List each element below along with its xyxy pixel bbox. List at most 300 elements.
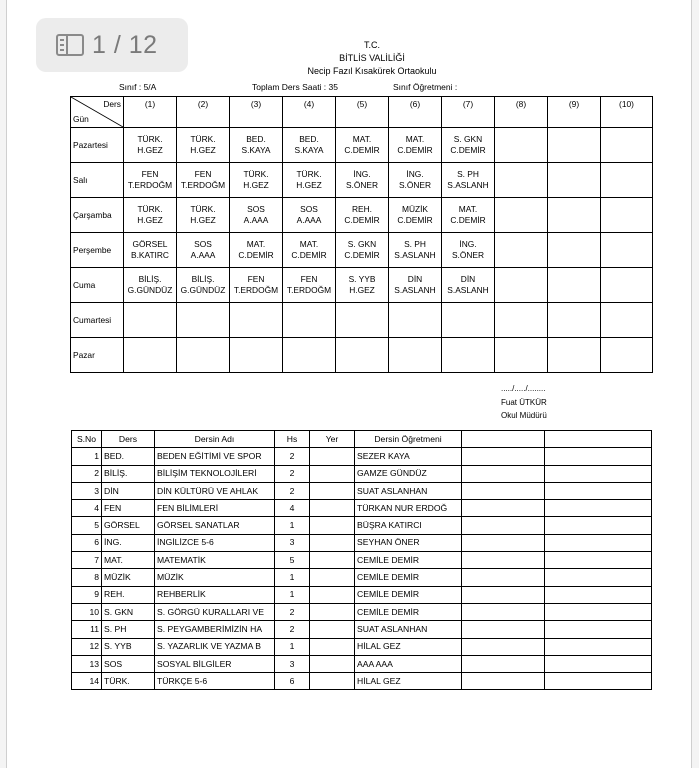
lesson-teacher: S.ASLANH xyxy=(447,285,489,295)
lesson-teacher: H.GEZ xyxy=(296,180,322,190)
total-hours-label: Toplam Ders Saati : 35 xyxy=(252,82,338,92)
lesson-cell xyxy=(124,198,177,233)
course-cell: 6 xyxy=(72,534,102,551)
lesson-teacher: H.GEZ xyxy=(190,215,216,225)
lesson-code: TÜRK. xyxy=(190,204,216,214)
lesson-cell xyxy=(389,128,442,163)
lesson-cell xyxy=(230,338,283,373)
course-cell xyxy=(545,638,652,655)
course-cell: İNG. xyxy=(102,534,155,551)
lesson-cell xyxy=(442,268,495,303)
corner-ders-label: Ders xyxy=(103,99,121,109)
course-cell: 10 xyxy=(72,603,102,620)
course-cell: REHBERLİK xyxy=(155,586,275,603)
lesson-cell xyxy=(495,268,548,303)
course-row xyxy=(72,482,652,499)
lesson-teacher: C.DEMİR xyxy=(397,145,433,155)
lesson-cell xyxy=(442,233,495,268)
course-cell: 2 xyxy=(275,621,310,638)
lesson-cell xyxy=(283,163,336,198)
lesson-code: FEN xyxy=(194,169,212,179)
period-header: (5) xyxy=(336,97,389,128)
lesson-code: S. PH xyxy=(404,239,426,249)
course-list-header: S.No xyxy=(72,431,102,448)
sidebar-toggle-icon[interactable] xyxy=(56,34,84,56)
course-cell: 1 xyxy=(275,586,310,603)
lesson-cell xyxy=(283,303,336,338)
course-cell: BİLİŞİM TEKNOLOJİLERİ xyxy=(155,465,275,482)
course-cell: 3 xyxy=(275,655,310,672)
course-cell: 3 xyxy=(275,534,310,551)
lesson-code: BİLİŞ. xyxy=(138,274,162,284)
course-cell: 2 xyxy=(72,465,102,482)
course-cell: S. YYB xyxy=(102,638,155,655)
lesson-cell xyxy=(601,338,653,373)
lesson-cell xyxy=(336,128,389,163)
lesson-cell xyxy=(177,198,230,233)
course-cell: 13 xyxy=(72,655,102,672)
course-cell: 1 xyxy=(275,638,310,655)
lesson-cell xyxy=(230,268,283,303)
lesson-cell xyxy=(601,163,653,198)
course-cell: BED. xyxy=(102,448,155,465)
course-cell: 2 xyxy=(275,448,310,465)
lesson-teacher: G.GÜNDÜZ xyxy=(127,285,173,295)
course-cell: SEZER KAYA xyxy=(355,448,462,465)
lesson-cell xyxy=(442,198,495,233)
lesson-code: TÜRK. xyxy=(137,134,163,144)
lesson-teacher: H.GEZ xyxy=(349,285,375,295)
course-cell: FEN xyxy=(102,500,155,517)
period-header: (8) xyxy=(495,97,548,128)
timetable-row xyxy=(71,233,653,268)
lesson-teacher: A.AAA xyxy=(190,250,216,260)
course-cell: SOS xyxy=(102,655,155,672)
course-cell xyxy=(545,500,652,517)
course-cell xyxy=(462,621,545,638)
course-row xyxy=(72,448,652,465)
lesson-code: FEN xyxy=(247,274,265,284)
lesson-cell xyxy=(177,303,230,338)
course-cell: 3 xyxy=(72,482,102,499)
lesson-cell xyxy=(442,163,495,198)
lesson-cell xyxy=(177,163,230,198)
lesson-cell xyxy=(389,268,442,303)
course-cell: REH. xyxy=(102,586,155,603)
course-cell: FEN BİLİMLERİ xyxy=(155,500,275,517)
corner-gun-label: Gün xyxy=(73,114,89,124)
course-cell: BEDEN EĞİTİMİ VE SPOR xyxy=(155,448,275,465)
lesson-teacher: H.GEZ xyxy=(137,145,163,155)
lesson-cell xyxy=(124,338,177,373)
lesson-cell xyxy=(548,268,601,303)
course-cell xyxy=(545,517,652,534)
course-cell: GÖRSEL xyxy=(102,517,155,534)
lesson-teacher: A.AAA xyxy=(296,215,322,225)
day-label: Perşembe xyxy=(71,233,124,268)
timetable-corner xyxy=(71,97,124,128)
lesson-cell xyxy=(230,198,283,233)
course-cell: CEMİLE DEMİR xyxy=(355,603,462,620)
course-cell xyxy=(462,465,545,482)
period-header: (6) xyxy=(389,97,442,128)
lesson-teacher: S.ASLANH xyxy=(394,250,436,260)
course-cell: MATEMATİK xyxy=(155,552,275,569)
lesson-cell xyxy=(601,128,653,163)
lesson-teacher: C.DEMİR xyxy=(344,250,380,260)
course-row xyxy=(72,500,652,517)
course-cell xyxy=(462,517,545,534)
class-label: Sınıf : 5/A xyxy=(119,82,157,92)
lesson-code: SOS xyxy=(194,239,212,249)
lesson-code: S. PH xyxy=(457,169,479,179)
timetable-row xyxy=(71,163,653,198)
lesson-cell xyxy=(124,268,177,303)
lesson-cell xyxy=(283,338,336,373)
lesson-teacher: C.DEMİR xyxy=(291,250,327,260)
lesson-code: BİLİŞ. xyxy=(191,274,215,284)
course-row xyxy=(72,638,652,655)
course-cell xyxy=(462,448,545,465)
lesson-cell xyxy=(230,128,283,163)
course-cell: SUAT ASLANHAN xyxy=(355,482,462,499)
lesson-teacher: T.ERDOĞM xyxy=(180,180,226,190)
course-row xyxy=(72,465,652,482)
course-cell: SUAT ASLANHAN xyxy=(355,621,462,638)
lesson-code: SOS xyxy=(300,204,318,214)
course-cell xyxy=(462,500,545,517)
period-header: (9) xyxy=(548,97,601,128)
lesson-cell xyxy=(442,338,495,373)
lesson-code: MAT. xyxy=(246,239,266,249)
course-cell: CEMİLE DEMİR xyxy=(355,552,462,569)
lesson-code: S. YYB xyxy=(348,274,376,284)
lesson-code: MÜZİK xyxy=(401,204,429,214)
course-cell xyxy=(310,569,355,586)
course-cell: MÜZİK xyxy=(155,569,275,586)
course-cell xyxy=(545,534,652,551)
lesson-code: TÜRK. xyxy=(190,134,216,144)
lesson-teacher: C.DEMİR xyxy=(397,215,433,225)
lesson-cell xyxy=(389,233,442,268)
lesson-cell xyxy=(495,128,548,163)
day-label: Pazar xyxy=(71,338,124,373)
course-cell xyxy=(462,655,545,672)
course-cell: 5 xyxy=(72,517,102,534)
lesson-code: REH. xyxy=(351,204,372,214)
lesson-code: TÜRK. xyxy=(243,169,269,179)
course-list-header: Dersin Öğretmeni xyxy=(355,431,462,448)
course-cell: 4 xyxy=(72,500,102,517)
lesson-cell xyxy=(124,163,177,198)
lesson-teacher: S.ÖNER xyxy=(451,250,485,260)
lesson-code: S. GKN xyxy=(347,239,377,249)
course-cell xyxy=(310,500,355,517)
lesson-teacher: G.GÜNDÜZ xyxy=(180,285,226,295)
course-cell xyxy=(462,673,545,690)
course-list-header: Hs xyxy=(275,431,310,448)
course-cell xyxy=(462,638,545,655)
page-indicator[interactable] xyxy=(36,18,188,72)
course-row xyxy=(72,655,652,672)
course-cell xyxy=(310,673,355,690)
header-school: Necip Fazıl Kısakürek Ortaokulu xyxy=(307,66,437,76)
course-cell: S. PEYGAMBERİMİZİN HA xyxy=(155,621,275,638)
lesson-cell xyxy=(548,233,601,268)
course-row xyxy=(72,603,652,620)
course-cell xyxy=(545,673,652,690)
course-cell xyxy=(545,448,652,465)
course-cell: 1 xyxy=(275,517,310,534)
lesson-code: S. GKN xyxy=(453,134,483,144)
lesson-teacher: S.ÖNER xyxy=(398,180,432,190)
course-cell: 6 xyxy=(275,673,310,690)
lesson-code: İNG. xyxy=(353,169,371,179)
lesson-cell xyxy=(336,338,389,373)
lesson-code: GÖRSEL xyxy=(132,239,168,249)
lesson-teacher: S.ASLANH xyxy=(394,285,436,295)
lesson-cell xyxy=(389,198,442,233)
timetable-row xyxy=(71,338,653,373)
course-cell xyxy=(545,655,652,672)
course-cell xyxy=(310,534,355,551)
course-cell: S. YAZARLIK VE YAZMA B xyxy=(155,638,275,655)
course-row xyxy=(72,621,652,638)
course-cell xyxy=(310,517,355,534)
course-row xyxy=(72,569,652,586)
lesson-cell xyxy=(389,303,442,338)
lesson-cell xyxy=(230,163,283,198)
lesson-cell xyxy=(548,338,601,373)
course-list-header: Ders xyxy=(102,431,155,448)
course-cell xyxy=(310,586,355,603)
course-cell: 7 xyxy=(72,552,102,569)
course-cell xyxy=(310,552,355,569)
lesson-cell xyxy=(177,128,230,163)
lesson-cell xyxy=(177,268,230,303)
lesson-code: TÜRK. xyxy=(137,204,163,214)
lesson-code: SOS xyxy=(247,204,265,214)
lesson-code: İNG. xyxy=(406,169,424,179)
header-tc: T.C. xyxy=(363,40,380,50)
lesson-cell xyxy=(495,338,548,373)
lesson-cell xyxy=(389,338,442,373)
course-cell xyxy=(545,552,652,569)
lesson-cell xyxy=(601,198,653,233)
lesson-code: MAT. xyxy=(299,239,319,249)
lesson-cell xyxy=(336,233,389,268)
course-cell: DİN KÜLTÜRÜ VE AHLAK xyxy=(155,482,275,499)
course-cell: 11 xyxy=(72,621,102,638)
day-label: Cumartesi xyxy=(71,303,124,338)
lesson-cell xyxy=(601,268,653,303)
course-cell: S. GÖRGÜ KURALLARI VE xyxy=(155,603,275,620)
timetable-row xyxy=(71,268,653,303)
course-cell xyxy=(310,482,355,499)
course-list-table xyxy=(71,430,652,690)
page-indicator-label: 1 / 12 xyxy=(92,30,158,59)
day-label: Cuma xyxy=(71,268,124,303)
lesson-teacher: T.ERDOĞM xyxy=(127,180,173,190)
lesson-code: TÜRK. xyxy=(296,169,322,179)
lesson-cell xyxy=(283,268,336,303)
course-cell xyxy=(545,569,652,586)
course-cell: 4 xyxy=(275,500,310,517)
signature-date: ...../...../........ xyxy=(501,384,546,393)
lesson-cell xyxy=(336,198,389,233)
lesson-teacher: H.GEZ xyxy=(190,145,216,155)
course-cell: 2 xyxy=(275,465,310,482)
lesson-cell xyxy=(442,128,495,163)
lesson-code: MAT. xyxy=(458,204,478,214)
course-row xyxy=(72,673,652,690)
course-cell xyxy=(310,603,355,620)
day-label: Çarşamba xyxy=(71,198,124,233)
lesson-teacher: S.ÖNER xyxy=(345,180,379,190)
course-cell: MÜZİK xyxy=(102,569,155,586)
lesson-teacher: C.DEMİR xyxy=(344,215,380,225)
course-cell: BİLİŞ. xyxy=(102,465,155,482)
lesson-code: MAT. xyxy=(352,134,372,144)
course-cell xyxy=(545,586,652,603)
course-cell xyxy=(310,621,355,638)
course-cell: 9 xyxy=(72,586,102,603)
lesson-code: BED. xyxy=(246,134,266,144)
timetable-row xyxy=(71,198,653,233)
lesson-cell xyxy=(548,128,601,163)
course-cell xyxy=(462,482,545,499)
lesson-cell xyxy=(495,303,548,338)
course-row xyxy=(72,552,652,569)
weekly-timetable xyxy=(70,96,653,373)
course-cell: GAMZE GÜNDÜZ xyxy=(355,465,462,482)
course-cell xyxy=(462,603,545,620)
lesson-teacher: H.GEZ xyxy=(243,180,269,190)
course-row xyxy=(72,534,652,551)
course-cell xyxy=(545,621,652,638)
course-row xyxy=(72,517,652,534)
course-cell: SEYHAN ÖNER xyxy=(355,534,462,551)
course-list-header xyxy=(462,431,545,448)
course-cell: 5 xyxy=(275,552,310,569)
lesson-code: BED. xyxy=(299,134,319,144)
lesson-cell xyxy=(124,303,177,338)
day-label: Pazartesi xyxy=(71,128,124,163)
course-cell: S. GKN xyxy=(102,603,155,620)
lesson-cell xyxy=(495,198,548,233)
course-cell: S. PH xyxy=(102,621,155,638)
lesson-cell xyxy=(548,163,601,198)
period-header: (10) xyxy=(601,97,653,128)
lesson-teacher: H.GEZ xyxy=(137,215,163,225)
lesson-cell xyxy=(283,233,336,268)
course-cell: MAT. xyxy=(102,552,155,569)
course-cell: 1 xyxy=(275,569,310,586)
course-cell: CEMİLE DEMİR xyxy=(355,569,462,586)
lesson-cell xyxy=(336,303,389,338)
course-cell: TÜRKAN NUR ERDOĞ xyxy=(355,500,462,517)
course-cell: 14 xyxy=(72,673,102,690)
course-cell: 12 xyxy=(72,638,102,655)
lesson-cell xyxy=(495,163,548,198)
principal-title: Okul Müdürü xyxy=(501,411,547,420)
course-row xyxy=(72,586,652,603)
lesson-teacher: B.KATIRC xyxy=(130,250,169,260)
course-cell: CEMİLE DEMİR xyxy=(355,586,462,603)
period-header: (2) xyxy=(177,97,230,128)
lesson-cell xyxy=(336,163,389,198)
course-cell: BÜŞRA KATIRCI xyxy=(355,517,462,534)
lesson-teacher: S.KAYA xyxy=(294,145,324,155)
course-cell xyxy=(462,552,545,569)
lesson-teacher: C.DEMİR xyxy=(450,215,486,225)
lesson-teacher: T.ERDOĞM xyxy=(286,285,332,295)
lesson-teacher: C.DEMİR xyxy=(344,145,380,155)
timetable-row xyxy=(71,303,653,338)
course-list-header: Yer xyxy=(310,431,355,448)
period-header: (7) xyxy=(442,97,495,128)
lesson-code: DİN xyxy=(407,274,423,284)
lesson-teacher: C.DEMİR xyxy=(450,145,486,155)
lesson-cell xyxy=(230,303,283,338)
course-cell xyxy=(310,638,355,655)
lesson-cell xyxy=(283,128,336,163)
course-cell: HİLAL GEZ xyxy=(355,638,462,655)
principal-name: Fuat ÜTKÜR xyxy=(501,398,547,407)
period-header: (4) xyxy=(283,97,336,128)
lesson-cell xyxy=(601,303,653,338)
lesson-cell xyxy=(124,128,177,163)
course-cell: HİLAL GEZ xyxy=(355,673,462,690)
lesson-cell xyxy=(124,233,177,268)
course-list-header xyxy=(545,431,652,448)
course-cell: TÜRKÇE 5-6 xyxy=(155,673,275,690)
lesson-cell xyxy=(177,338,230,373)
course-cell: AAA AAA xyxy=(355,655,462,672)
course-cell: TÜRK. xyxy=(102,673,155,690)
period-header: (1) xyxy=(124,97,177,128)
period-header: (3) xyxy=(230,97,283,128)
course-cell xyxy=(462,534,545,551)
lesson-cell xyxy=(230,233,283,268)
lesson-teacher: S.ASLANH xyxy=(447,180,489,190)
lesson-teacher: C.DEMİR xyxy=(238,250,274,260)
lesson-code: FEN xyxy=(141,169,159,179)
lesson-cell xyxy=(177,233,230,268)
course-cell xyxy=(545,465,652,482)
course-cell xyxy=(462,586,545,603)
lesson-cell xyxy=(495,233,548,268)
lesson-cell xyxy=(283,198,336,233)
day-label: Salı xyxy=(71,163,124,198)
course-cell: 2 xyxy=(275,482,310,499)
lesson-cell xyxy=(389,163,442,198)
lesson-cell xyxy=(601,233,653,268)
course-cell xyxy=(310,655,355,672)
lesson-code: İNG. xyxy=(459,239,477,249)
course-cell: SOSYAL BİLGİLER xyxy=(155,655,275,672)
course-list-header: Dersin Adı xyxy=(155,431,275,448)
course-cell xyxy=(545,603,652,620)
course-cell: GÖRSEL SANATLAR xyxy=(155,517,275,534)
lesson-teacher: S.KAYA xyxy=(241,145,271,155)
course-cell xyxy=(310,465,355,482)
class-teacher-label: Sınıf Öğretmeni : xyxy=(393,82,458,92)
lesson-cell xyxy=(442,303,495,338)
course-cell: 1 xyxy=(72,448,102,465)
timetable-row xyxy=(71,128,653,163)
course-cell: 2 xyxy=(275,603,310,620)
